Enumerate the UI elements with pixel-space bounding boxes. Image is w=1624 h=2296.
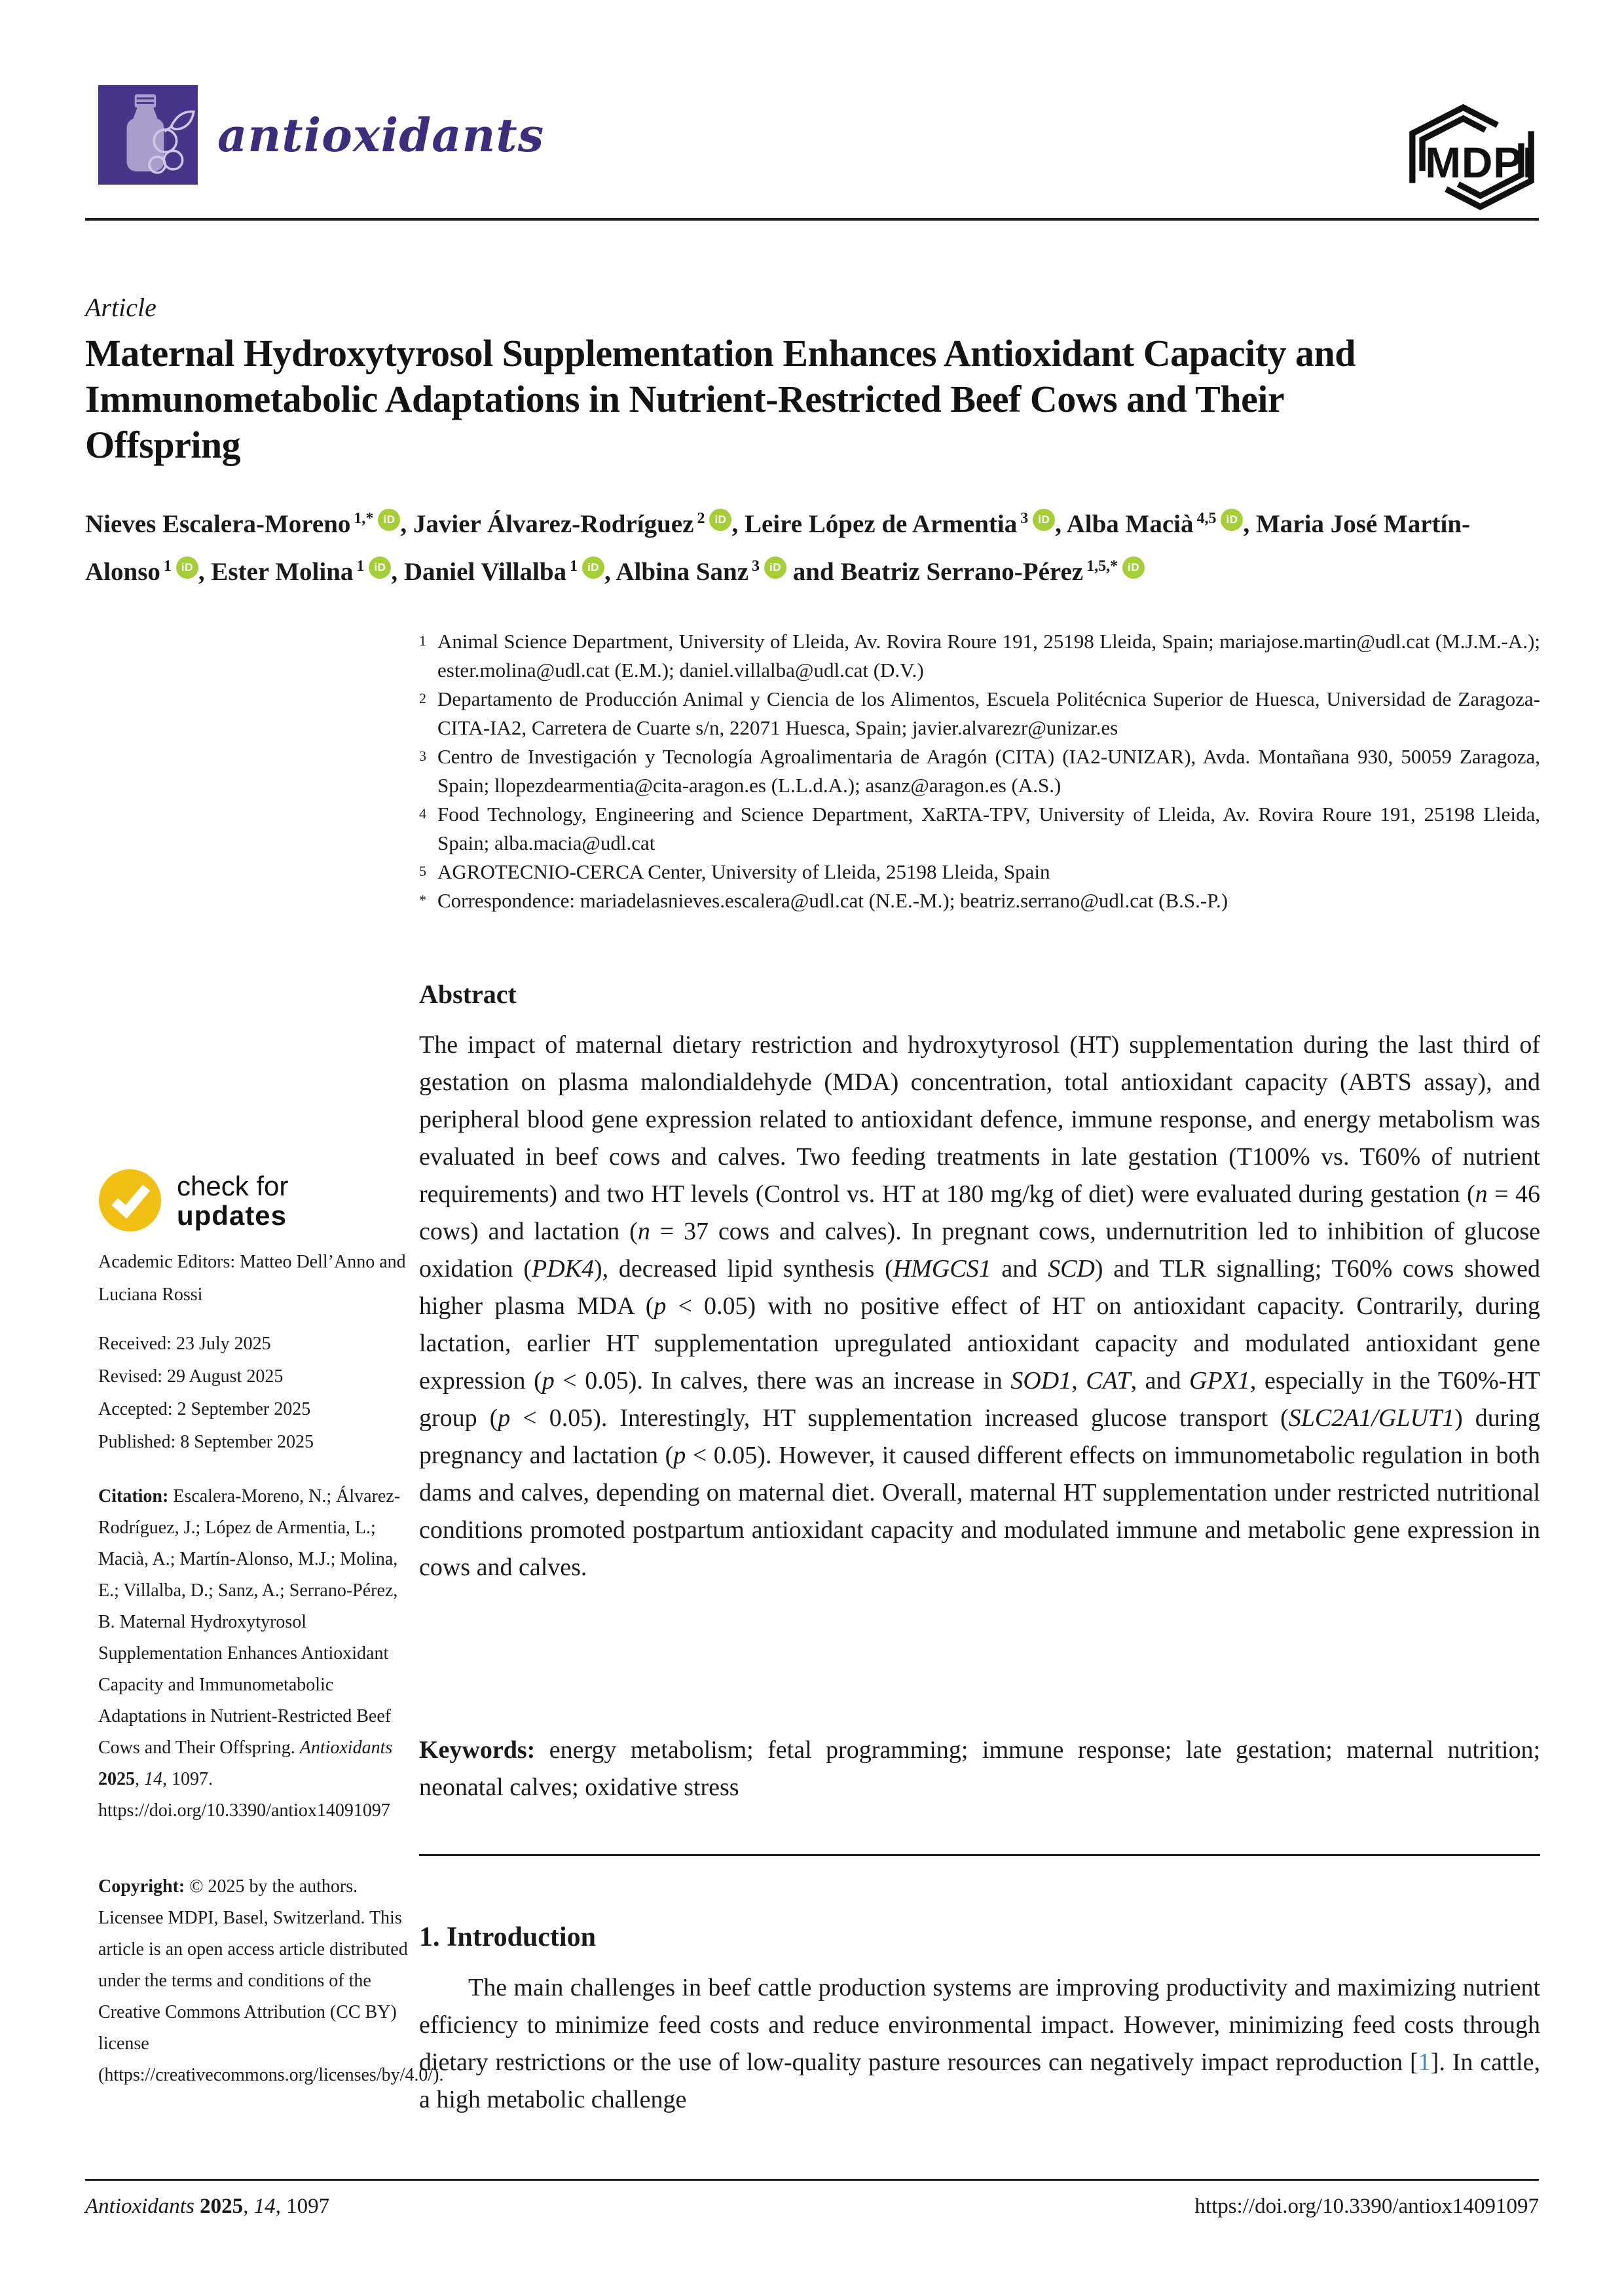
accepted-date: Accepted: 2 September 2025 (98, 1399, 311, 1419)
affiliation-number: 3 (419, 748, 426, 764)
journal-logo (98, 85, 198, 185)
check-for-updates-line1: check for (177, 1171, 289, 1201)
orcid-icon[interactable]: iD (1033, 509, 1055, 531)
article-dates (98, 1328, 413, 1459)
affiliation-text: Food Technology, Engineering and Science Department, XaRTA-TPV, University of Lleida, Av. Rovira Roure 191, 25198 Lleida, Spain; alba.macia@udl.cat (437, 803, 1540, 854)
affiliation-number: 4 (419, 805, 426, 822)
header-rule (85, 218, 1539, 221)
affiliation-text: Centro de Investigación y Tecnología Agroalimentaria de Aragón (CITA) (IA2-UNIZAR), Avda. Montañana 930, 50059 Zaragoza, Spain; llopezdearmentia@cita-aragon.es (L.L.d.A.); asanz@aragon.es (A.S.) (437, 745, 1540, 797)
affiliation-number: * (419, 892, 426, 908)
keywords-text: Keywords: energy metabolism; fetal programming; immune response; late gestation; maternal nutrition; neonatal calves; oxidative stress (419, 1736, 1541, 1801)
check-for-updates-badge[interactable] (98, 1169, 413, 1234)
affiliation-item (419, 800, 1540, 858)
affiliation-text: AGROTECNIO-CERCA Center, University of Lleida, 25198 Lleida, Spain (437, 860, 1050, 883)
abstract-heading: Abstract (419, 979, 517, 1009)
author-name: Nieves Escalera-Moreno (85, 510, 351, 538)
mdpi-logo (1401, 98, 1542, 216)
affiliation-item (419, 886, 1540, 915)
check-for-updates-line2: updates (177, 1200, 287, 1231)
author-name: Ester Molina (211, 558, 354, 586)
journal-name: antioxidants (217, 108, 545, 162)
affiliation-item (419, 685, 1540, 742)
check-for-updates-label (177, 1171, 288, 1230)
mdpi-logo-text: MDPI (1425, 138, 1536, 187)
orcid-icon[interactable]: iD (1221, 509, 1243, 531)
author-affiliation-sup: 1 (163, 558, 172, 575)
orcid-icon[interactable]: iD (176, 556, 198, 579)
affiliation-number: 5 (419, 863, 426, 879)
citation-text: Citation: Escalera-Moreno, N.; Álvarez-Rodríguez, J.; López de Armentia, L.; Macià, A.; Martín-Alonso, M.J.; Molina, E.; Villalba, D.; Sanz, A.; Serrano-Pérez, B. Maternal Hydroxytyrosol Supplementation Enhances Antioxidant Capacity and Immunometabolic Adaptations in Nutrient-Restricted Beef Cows and Their Offspring. Antioxidants 2025, 14, 1097. https://doi.org/10.3390/antiox14091097 (98, 1486, 401, 1821)
orcid-icon[interactable]: iD (764, 556, 786, 579)
orcid-icon[interactable]: iD (709, 509, 731, 531)
academic-editors: Academic Editors: Matteo Dell’Anno and Luciana Rossi (98, 1252, 406, 1305)
journal-logo-icon (98, 85, 198, 185)
affiliation-number: 1 (419, 632, 426, 649)
author-affiliation-sup: 1 (356, 558, 365, 575)
orcid-icon[interactable]: iD (378, 509, 400, 531)
page-footer (85, 2195, 1539, 2219)
footer-journal-ref: Antioxidants 2025, 14, 1097 (85, 2195, 330, 2218)
footer-rule (85, 2179, 1539, 2181)
author-name: Javier Álvarez-Rodríguez (413, 510, 694, 538)
copyright-text: Copyright: © 2025 by the authors. Licensee MDPI, Basel, Switzerland. This article is an open access article distributed under the terms and conditions of the Creative Commons Attribution (CC BY) license (https://creativecommons.org/licenses/by/4.0/). (98, 1876, 444, 2085)
author-affiliation-sup: 2 (697, 510, 705, 527)
author-name: Albina Sanz (616, 558, 749, 586)
article-type: Article (85, 293, 157, 322)
introduction-heading: 1. Introduction (419, 1922, 596, 1952)
check-icon (98, 1169, 162, 1232)
author-name: Daniel Villalba (403, 558, 567, 586)
orcid-icon[interactable]: iD (582, 556, 604, 579)
affiliation-text: Animal Science Department, University of Lleida, Av. Rovira Roure 191, 25198 Lleida, Spain; mariajose.martin@udl.cat (M.J.M.-A.); ester.molina@udl.cat (E.M.); daniel.villalba@udl.cat (D.V.) (437, 630, 1540, 682)
author-name: Leire López de Armentia (744, 510, 1018, 538)
author-affiliation-sup: 3 (752, 558, 760, 575)
author-affiliation-sup: 4,5 (1196, 510, 1217, 527)
received-date: Received: 23 July 2025 (98, 1334, 271, 1354)
author-affiliation-sup: 1,* (354, 510, 374, 527)
reference-link[interactable]: 1 (1418, 2049, 1431, 2076)
author-affiliation-sup: 1,5,* (1086, 558, 1118, 575)
affiliation-text: Correspondence: mariadelasnieves.escalera@udl.cat (N.E.-M.); beatriz.serrano@udl.cat (B.S.-P.) (437, 889, 1228, 912)
page-title: Maternal Hydroxytyrosol Supplementation Enhances Antioxidant Capacity and Immunometabolic Adaptations in Nutrient-Restricted Beef Cows and Their Offspring (85, 332, 1356, 466)
footer-doi-link[interactable]: https://doi.org/10.3390/antiox14091097 (1194, 2195, 1539, 2218)
affiliations-list (419, 627, 1540, 915)
introduction-paragraph: The main challenges in beef cattle production systems are improving productivity and maximizing nutrient efficiency to minimize feed costs and reduce environmental impact. However, minimizing feed costs through dietary restrictions or the use of low-quality pasture resources can negatively impact reproduction [1]. In cattle, a high metabolic challenge (419, 1974, 1540, 2113)
author-name: Maria José Martín-Alonso (85, 510, 1471, 586)
affiliation-item (419, 627, 1540, 685)
orcid-icon[interactable]: iD (1122, 556, 1145, 579)
revised-date: Revised: 29 August 2025 (98, 1366, 284, 1387)
affiliation-item (419, 858, 1540, 886)
section-divider (419, 1854, 1540, 1856)
published-date: Published: 8 September 2025 (98, 1432, 314, 1452)
affiliation-text: Departamento de Producción Animal y Ciencia de los Alimentos, Escuela Politécnica Superior de Huesca, Universidad de Zaragoza-CITA-IA2, Carretera de Cuarte s/n, 22071 Huesca, Spain; javier.alvarezr@unizar.es (437, 687, 1540, 739)
author-name: Alba Macià (1066, 510, 1194, 538)
affiliation-item (419, 742, 1540, 800)
author-name: Beatriz Serrano-Pérez (840, 558, 1084, 586)
orcid-icon[interactable]: iD (369, 556, 391, 579)
author-affiliation-sup: 3 (1020, 510, 1029, 527)
author-affiliation-sup: 1 (570, 558, 578, 575)
affiliation-number: 2 (419, 690, 426, 706)
abstract-text: The impact of maternal dietary restriction and hydroxytyrosol (HT) supplementation during the last third of gestation on plasma malondialdehyde (MDA) concentration, total antioxidant capacity (ABTS assay), and peripheral blood gene expression related to antioxidant defence, immune response, and energy metabolism was evaluated in beef cows and calves. Two feeding treatments in late gestation (T100% vs. T60% of nutrient requirements) and two HT levels (Control vs. HT at 180 mg/kg of diet) were evaluated during gestation (n = 46 cows) and lactation (n = 37 cows and calves). In pregnant cows, undernutrition led to inhibition of glucose oxidation (PDK4), decreased lipid synthesis (HMGCS1 and SCD) and TLR signalling; T60% cows showed higher plasma MDA (p < 0.05) with no positive effect of HT on antioxidant capacity. Contrarily, during lactation, earlier HT supplementation upregulated antioxidant capacity and modulated antioxidant gene expression (p < 0.05). In calves, there was an increase in SOD1, CAT, and GPX1, especially in the T60%-HT group (p < 0.05). Interestingly, HT supplementation increased glucose transport (SLC2A1/GLUT1) during pregnancy and lactation (p < 0.05). However, it caused different effects on immunometabolic regulation in both dams and calves, depending on maternal diet. Overall, maternal HT supplementation under restricted nutritional conditions promoted postpartum antioxidant capacity and modulated immune and metabolic gene expression in cows and calves. (419, 1031, 1540, 1581)
authors-line: Nieves Escalera-Moreno $^{1,*}$ iD , Javier Álvarez-Rodríguez $^2$ iD , Leire López de Armentia $^3$ iD , Alba Macià $^{4,5}$ iD , Maria José Martín-Alonso $^1$ iD , Ester Molina $^1$ iD , Daniel Villalba $^1$ iD , Albina Sanz $^3$ iD and Beatriz Serrano-Pérez $^{1,5,*}$ iD (85, 510, 1471, 586)
